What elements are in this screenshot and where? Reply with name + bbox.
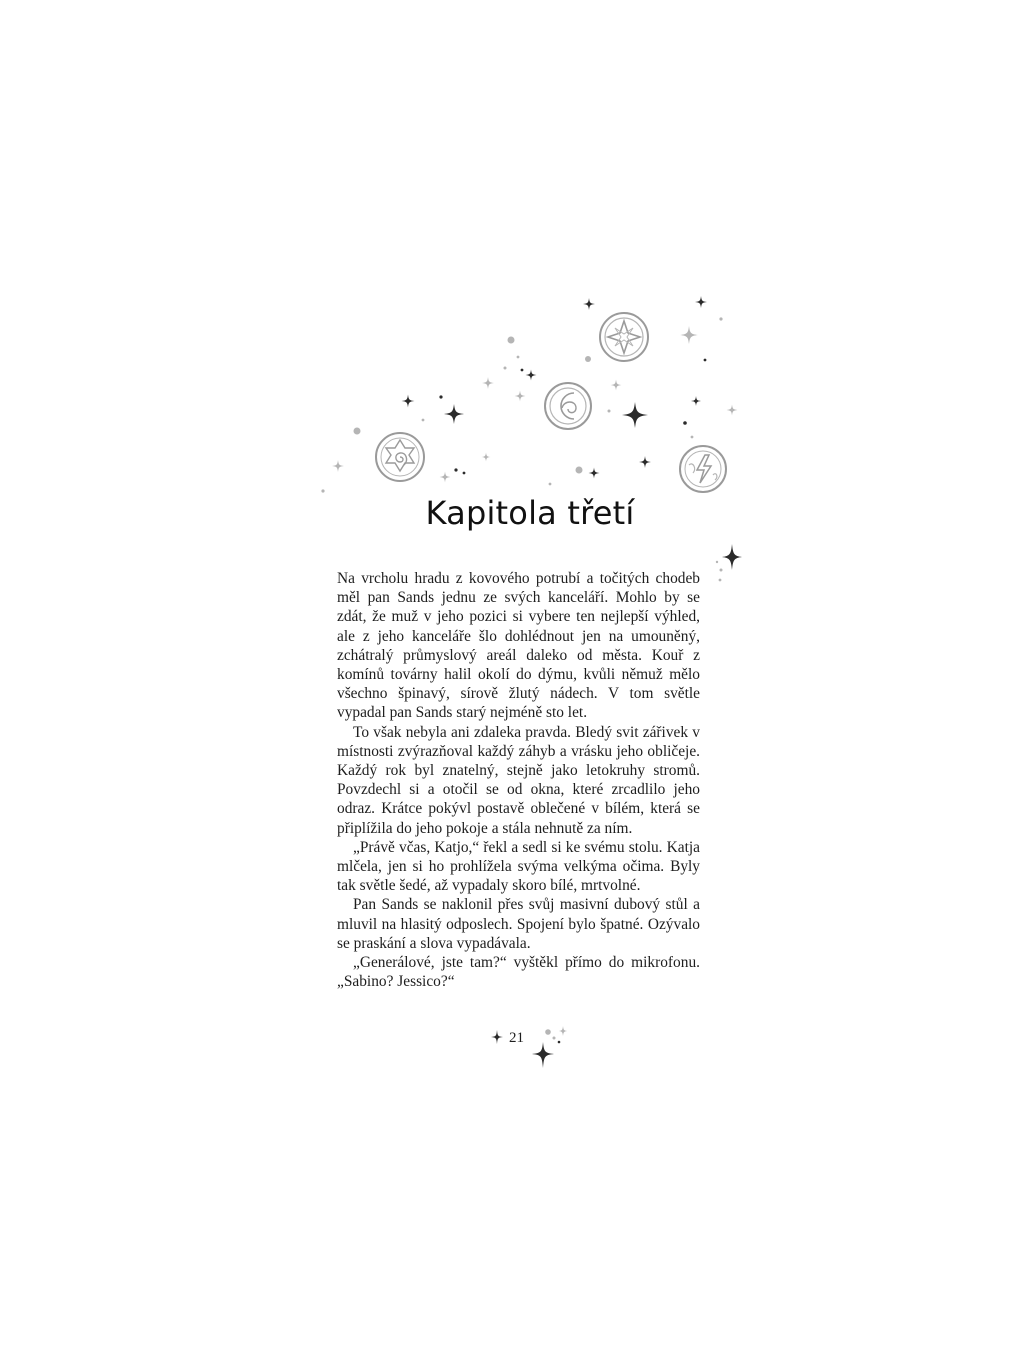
lightning-emblem xyxy=(680,446,726,492)
constellation-ornament xyxy=(300,285,760,505)
footer-star-ornament xyxy=(488,1022,578,1078)
page-number: 21 xyxy=(509,1030,524,1046)
paragraph: Pan Sands se naklonil přes svůj masivní dubový stůl a mluvil na hlasitý odposlech. Spojení bylo špatné. Ozývalo se praskání a slova vypadávala. xyxy=(337,896,700,952)
paragraph: „Generálové, jste tam?“ vyštěkl přímo do mikrofonu. „Sabino? Jessico?“ xyxy=(337,954,700,991)
side-star-accent xyxy=(712,540,748,586)
paragraph: Na vrcholu hradu z kovového potrubí a točitých chodeb měl pan Sands jednu ze svých kanceláří. Mohlo by se zdát, že muž v jeho pozici si vybere ten nejlepší výhled, ale z jeho kanceláře šlo dohlédnout jen na umouněný, zchátralý průmyslový areál daleko od města. Kouř z komínů továrny halil okolí do dýmu, kvůli němuž mělo všechno špinavý, sírově žlutý nádech. V tom světle vypadal pan Sands starý nejméně sto let. xyxy=(337,570,700,722)
chapter-title: Kapitola třetí xyxy=(425,494,635,532)
paragraph: „Právě včas, Katjo,“ řekl a sedl si ke svému stolu. Katja mlčela, jen si ho prohlížela svýma velkýma očima. Byly tak světle šedé, až vypadaly skoro bílé, mrtvolné. xyxy=(337,838,700,895)
moon-swirl-emblem xyxy=(545,383,591,429)
sun-spiral-emblem xyxy=(376,433,424,481)
compass-star-emblem xyxy=(600,313,648,361)
paragraph: To však nebyla ani zdaleka pravda. Bledý svit zářivek v místnosti zvýrazňoval každý záhyb a vrásku jeho obličeje. Každý rok byl znatelný, stejně jako letokruhy stromů. Povzdechl si a otočil se od okna, které zrcadlilo jeho odraz. Krátce pokývl postavě oblečené v bílém, která se připlížila do jeho pokoje a stála nehnutě za ním. xyxy=(337,723,700,837)
chapter-body xyxy=(337,569,700,991)
